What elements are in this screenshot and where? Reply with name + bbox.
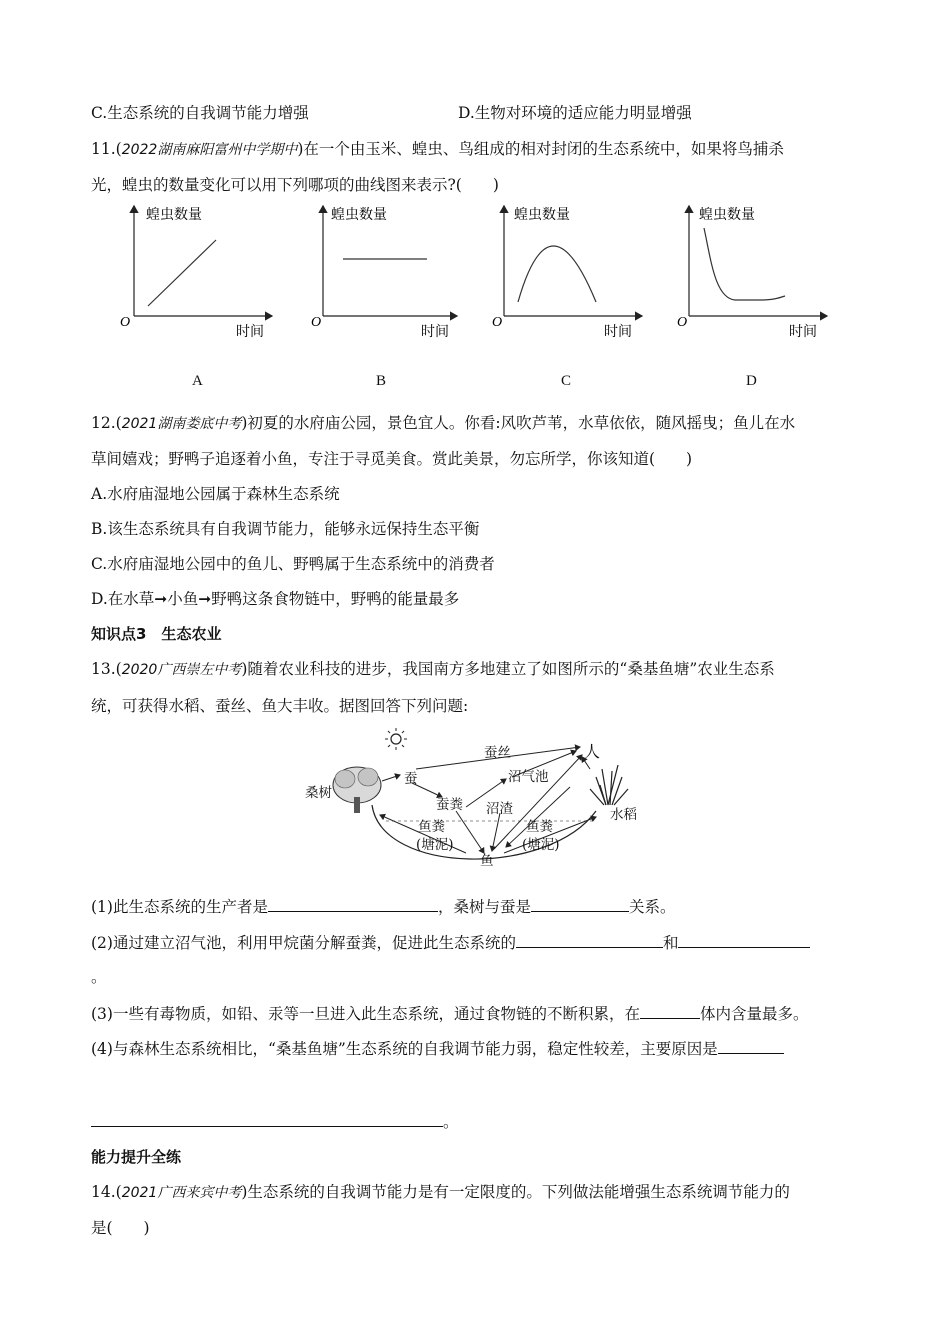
q13-blank-producer[interactable] — [268, 895, 438, 912]
label-fish-feces-right: 鱼粪 — [526, 819, 553, 835]
q13-blank-cycle-2[interactable] — [678, 931, 810, 948]
q13-blank-cycle-1[interactable] — [516, 931, 663, 948]
graph-b-origin: O — [311, 315, 322, 330]
label-silkworm: 蚕 — [404, 771, 418, 787]
q13-part-1: (1)此生态系统的生产者是 ，桑树与蚕是 关系。 — [91, 895, 676, 917]
q12-stem-line-2: 草间嬉戏；野鸭子追逐着小鱼，专注于寻觅美食。赏此美景，勿忘所学，你该知道( ) — [91, 450, 693, 468]
graph-b — [303, 200, 473, 350]
graph-c-origin: O — [492, 315, 503, 330]
graph-c-option: C — [561, 373, 572, 389]
section-heading-ability: 能力提升全练 — [91, 1148, 182, 1166]
q12-option-d: D.在水草➞小鱼➞野鸭这条食物链中，野鸭的能量最多 — [91, 590, 460, 608]
label-biogas: 沼气池 — [508, 769, 549, 785]
q13-part-4: (4)与森林生态系统相比，“桑基鱼塘”生态系统的自我调节能力弱，稳定性较差，主要原因是 — [91, 1037, 784, 1059]
q12-number: 12.( — [91, 414, 122, 432]
graph-d-origin: O — [677, 315, 688, 330]
q13-stem-1: )随着农业科技的进步，我国南方多地建立了如图所示的“桑基鱼塘”农业生态系 — [241, 660, 775, 678]
graph-b-xlabel: 时间 — [421, 324, 449, 340]
q13-stem-line-2: 统，可获得水稻、蚕丝、鱼大丰收。据图回答下列问题: — [91, 697, 469, 715]
q13-blank-reason-b[interactable] — [91, 1110, 443, 1127]
rice-plant-icon — [590, 765, 628, 805]
graph-d-option: D — [746, 373, 757, 389]
q11-stem-line-2: 光，蝗虫的数量变化可以用下列哪项的曲线图来表示?( ) — [91, 176, 499, 194]
q11-stem-1: )在一个由玉米、蝗虫、鸟组成的相对封闭的生态系统中，如果将鸟捕杀 — [297, 140, 784, 158]
q14-stem-line-1 — [91, 1182, 790, 1203]
label-fish: 鱼 — [480, 853, 494, 869]
label-mulberry: 桑树 — [305, 785, 332, 801]
q10-option-c: C.生态系统的自我调节能力增强 — [91, 104, 309, 122]
graph-a-origin: O — [120, 315, 131, 330]
graph-d — [673, 200, 843, 350]
label-human: 人 — [584, 742, 601, 761]
label-silk: 蚕丝 — [484, 745, 511, 761]
q13-stem-line-1 — [91, 659, 775, 680]
q12-stem-1: )初夏的水府庙公园，景色宜人。你看:风吹芦苇，水草依依，随风摇曳；鱼儿在水 — [241, 414, 796, 432]
q13-part-2-end: 。 — [91, 968, 107, 986]
q14-stem-line-2: 是( ) — [91, 1219, 150, 1237]
q12-option-b: B.该生态系统具有自我调节能力，能够永远保持生态平衡 — [91, 520, 480, 538]
graph-d-xlabel: 时间 — [789, 324, 817, 340]
section-heading-3: 知识点3 生态农业 — [91, 625, 222, 643]
graph-a-ylabel: 蝗虫数量 — [146, 207, 202, 223]
q12-option-a: A.水府庙湿地公园属于森林生态系统 — [91, 485, 340, 503]
q14-source: 2021广西来宾中考 — [121, 1185, 242, 1201]
q11-number: 11.( — [91, 140, 122, 158]
graph-a — [118, 200, 288, 350]
graph-d-curve — [704, 228, 785, 300]
mulberry-tree-icon — [333, 767, 381, 813]
q13-blank-organism[interactable] — [640, 1002, 700, 1019]
mulberry-fish-pond-diagram — [300, 725, 660, 870]
label-biogas-residue: 沼渣 — [486, 801, 513, 817]
label-fish-feces-left: 鱼粪 — [418, 819, 445, 835]
q12-option-c: C.水府庙湿地公园中的鱼儿、野鸭属于生态系统中的消费者 — [91, 555, 495, 573]
sun-icon — [385, 728, 407, 750]
q14-number: 14.( — [91, 1183, 122, 1201]
q13-part-3: (3)一些有毒物质，如铅、汞等一旦进入此生态系统，通过食物链的不断积累，在 体内含量最多。 — [91, 1002, 808, 1024]
graph-c-xlabel: 时间 — [604, 324, 632, 340]
q12-stem-line-1 — [91, 413, 795, 434]
graph-c-ylabel: 蝗虫数量 — [514, 207, 570, 223]
q11-source: 2022湖南麻阳富州中学期中 — [121, 142, 298, 158]
graph-c — [488, 200, 658, 350]
graph-b-option: B — [376, 373, 387, 389]
label-pond-mud-left: (塘泥) — [416, 837, 454, 853]
q14-stem-1: )生态系统的自我调节能力是有一定限度的。下列做法能增强生态系统调节能力的 — [241, 1183, 790, 1201]
q13-blank-relation[interactable] — [531, 895, 629, 912]
q13-source: 2020广西崇左中考 — [121, 662, 242, 678]
label-rice: 水稻 — [610, 807, 637, 823]
graph-a-option: A — [192, 373, 203, 389]
q13-number: 13.( — [91, 660, 122, 678]
q12-source: 2021湖南娄底中考 — [121, 416, 242, 432]
label-pond-mud-right: (塘泥) — [522, 837, 560, 853]
graph-b-ylabel: 蝗虫数量 — [331, 207, 387, 223]
q10-option-d: D.生物对环境的适应能力明显增强 — [458, 104, 692, 122]
q13-part-2: (2)通过建立沼气池，利用甲烷菌分解蚕粪，促进此生态系统的 和 — [91, 931, 810, 953]
graph-a-xlabel: 时间 — [236, 324, 264, 340]
q13-blank-reason-a[interactable] — [718, 1037, 784, 1054]
graph-a-curve — [148, 240, 216, 306]
label-silkworm-feces: 蚕粪 — [436, 797, 463, 813]
graph-d-ylabel: 蝗虫数量 — [699, 207, 755, 223]
q11-stem-line-1 — [91, 139, 784, 160]
q13-part-4-cont: 。 — [91, 1110, 459, 1132]
graph-c-curve — [518, 246, 596, 302]
